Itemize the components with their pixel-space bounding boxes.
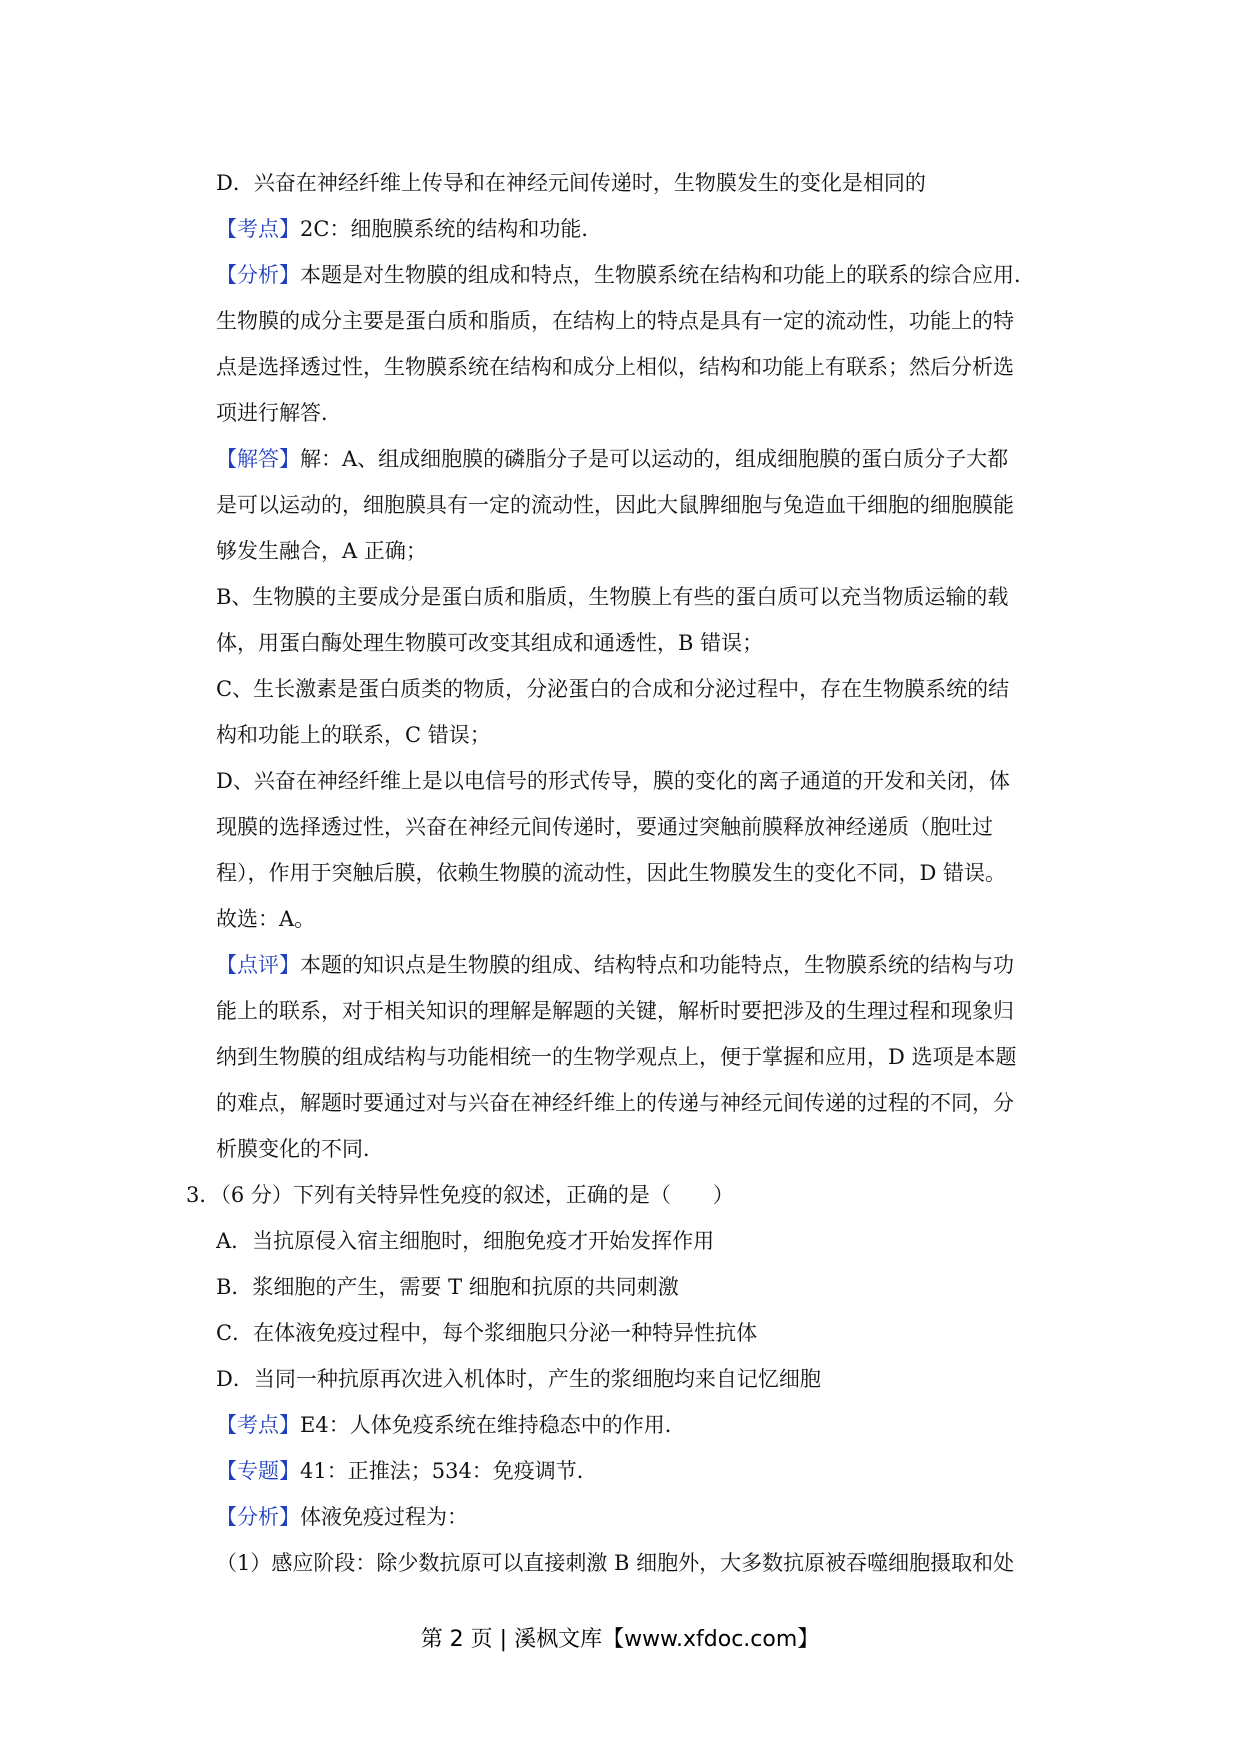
section-tag: 【点评】 (216, 953, 300, 977)
text-line: B、生物膜的主要成分是蛋白质和脂质，生物膜上有些的蛋白质可以充当物质运输的载 (216, 585, 1009, 609)
section-text: 2C：细胞膜系统的结构和功能． (300, 217, 603, 241)
section-tag: 【考点】 (216, 1413, 300, 1437)
section-text: 本题的知识点是生物膜的组成、结构特点和功能特点，生物膜系统的结构与功 (300, 953, 1014, 977)
option-line: A．当抗原侵入宿主细胞时，细胞免疫才开始发挥作用 (216, 1229, 715, 1253)
section-text: 体液免疫过程为： (300, 1505, 468, 1529)
text-line (216, 1402, 1058, 1448)
text-line (216, 1448, 1058, 1494)
section-tag: 【分析】 (216, 1505, 300, 1529)
section-text: E4：人体免疫系统在维持稳态中的作用． (300, 1413, 686, 1437)
text-line: C、生长激素是蛋白质类的物质，分泌蛋白的合成和分泌过程中，存在生物膜系统的结 (216, 677, 1010, 701)
question-line: 3．（6 分）下列有关特异性免疫的叙述，正确的是（ ） (186, 1183, 734, 1207)
option-line: D．兴奋在神经纤维上传导和在神经元间传递时，生物膜发生的变化是相同的 (216, 171, 926, 195)
section-tag: 【解答】 (216, 447, 300, 471)
text-line: 体，用蛋白酶处理生物膜可改变其组成和通透性，B 错误； (216, 631, 764, 655)
text-line: 点是选择透过性，生物膜系统在结构和成分上相似，结构和功能上有联系；然后分析选 (216, 355, 1014, 379)
section-tag: 【分析】 (216, 263, 300, 287)
option-line: C．在体液免疫过程中，每个浆细胞只分泌一种特异性抗体 (216, 1321, 758, 1345)
text-line (216, 206, 1058, 252)
text-line: （1）感应阶段：除少数抗原可以直接刺激 B 细胞外，大多数抗原被吞噬细胞摄取和处 (216, 1551, 1015, 1575)
section-tag: 【考点】 (216, 217, 300, 241)
section-text: 解：A、组成细胞膜的磷脂分子是可以运动的，组成细胞膜的蛋白质分子大都 (300, 447, 1009, 471)
page-footer: 第 2 页 | 溪枫文库【www.xfdoc.com】 (420, 1627, 820, 1652)
text-line: 项进行解答． (216, 401, 342, 425)
section-tag: 【专题】 (216, 1459, 300, 1483)
text-line: 够发生融合，A 正确； (216, 539, 427, 563)
page-content (186, 160, 1058, 1586)
text-line (216, 436, 1058, 482)
text-line: 是可以运动的，细胞膜具有一定的流动性，因此大鼠脾细胞与兔造血干细胞的细胞膜能 (216, 493, 1014, 517)
text-line (216, 252, 1058, 298)
text-line: 现膜的选择透过性，兴奋在神经元间传递时，要通过突触前膜释放神经递质（胞吐过 (216, 815, 993, 839)
section-text: 本题是对生物膜的组成和特点，生物膜系统在结构和功能上的联系的综合应用． (300, 263, 1035, 287)
text-line: D、兴奋在神经纤维上是以电信号的形式传导，膜的变化的离子通道的开发和关闭，体 (216, 769, 1010, 793)
option-line: D．当同一种抗原再次进入机体时，产生的浆细胞均来自记忆细胞 (216, 1367, 821, 1391)
text-line: 能上的联系，对于相关知识的理解是解题的关键，解析时要把涉及的生理过程和现象归 (216, 999, 1014, 1023)
text-line: 的难点，解题时要通过对与兴奋在神经纤维上的传递与神经元间传递的过程的不同，分 (216, 1091, 1014, 1115)
text-line (216, 942, 1058, 988)
text-line: 故选：A。 (216, 907, 316, 931)
text-line: 纳到生物膜的组成结构与功能相统一的生物学观点上，便于掌握和应用，D 选项是本题 (216, 1045, 1017, 1069)
text-line (216, 1494, 1058, 1540)
text-line: 生物膜的成分主要是蛋白质和脂质，在结构上的特点是具有一定的流动性，功能上的特 (216, 309, 1014, 333)
text-line: 程），作用于突触后膜，依赖生物膜的流动性，因此生物膜发生的变化不同，D 错误。 (216, 861, 1007, 885)
option-line: B．浆细胞的产生，需要 T 细胞和抗原的共同刺激 (216, 1275, 679, 1299)
text-line: 构和功能上的联系，C 错误； (216, 723, 491, 747)
section-text: 41：正推法；534：免疫调节． (300, 1459, 598, 1483)
text-line: 析膜变化的不同． (216, 1137, 384, 1161)
